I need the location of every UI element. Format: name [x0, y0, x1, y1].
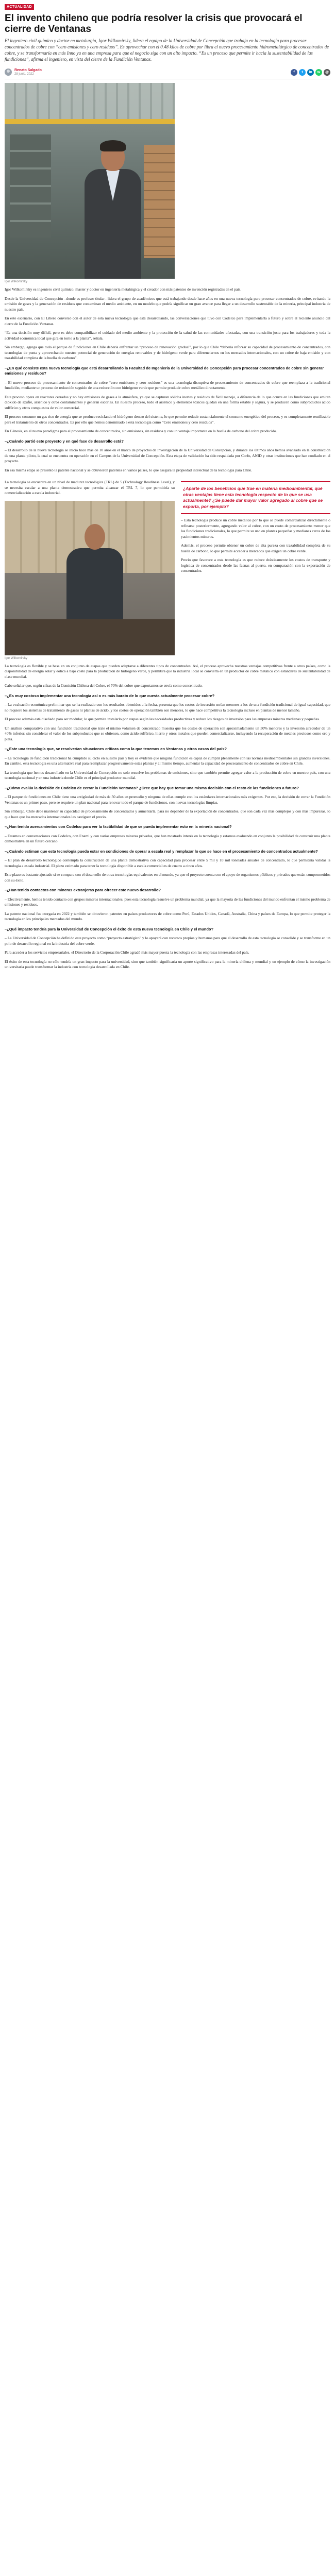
- interview-answer: Cabe señalar que, según cifras de la Comisión Chilena del Cobre, el 70% del cobre que exportamos se envía como concentrado.: [5, 683, 203, 688]
- photo-caption: Igor Wilkomirsky: [5, 280, 28, 283]
- interview-answer: – El plan de desarrollo tecnológico contempla la construcción de una planta demostrativa con capacidad para procesar entre 5 mil y 10 mil toneladas anuales de concentrado, lo que permitiría validar la tecnología a escala industrial. El plazo estimado para tener la tecnología disponible a escala comercial es de cuatro a cinco años.: [5, 858, 330, 868]
- paragraph: En este escenario, con El Libero conversó con el autor de esta nueva tecnología que está desarrollando, las conversaciones que tuvo con Codelco para implementarla a futuro y sobre el reciente anuncio del cierre de la Fundición Ventanas.: [5, 316, 330, 326]
- interview-answer: Este plazo es bastante ajustado si se compara con el desarrollo de otras tecnologías equivalentes en el mundo, ya que el proyecto cuenta con el apoyo de organismos públicos y privados que están comprometidos con su éxito.: [5, 872, 330, 883]
- interview-answer: La tecnología es flexible y se basa en un conjunto de etapas que pueden adaptarse a diferentes tipos de concentrados. Así, el proceso aprovecha nuestras ventajas competitivas frente a otros países, como la disponibilidad de energía solar y eólica a bajo costo para la producción de hidrógeno verde, y permitirá que la industria local se convierta en un productor de cobre metálico con estándares de sustentabilidad de clase mundial.: [5, 663, 330, 679]
- paragraph: Sin embargo, agrega que todo el parque de fundiciones en Chile debería enfrentar un “proceso de renovación gradual”, por lo que Chile “debería reforzar su capacidad de procesamiento de concentrados, con tecnologías de punta y aprovechando nuestro potencial de generación de energías renovables y de hidrógeno verde para diferenciarnos en los mercados internacionales, con un cobre de baja emisión y con trazabilidad completa de la huella de carbono”.: [5, 345, 330, 360]
- interview-question: –¿Es muy costoso implementar una tecnología así o es más barato de lo que cuesta actualmente procesar cobre?: [5, 693, 215, 698]
- paragraph: “Es una decisión muy difícil, pero es debe compatibilizar el cuidado del medio ambiente y la protección de la salud de las comunidades afectadas, con una transición justa para los trabajadores y toda la actividad económica local que gira en torno a la planta”, señala.: [5, 330, 330, 341]
- interview-question: –¿En qué consiste esta nueva tecnología que está desarrollando la Facultad de Ingeniería de la Universidad de Concepción para procesar concentrados de cobre sin generar emisiones y residuos?: [5, 365, 324, 376]
- paragraph: Desde la Universidad de Concepción –donde es profesor titular– lidera el grupo de académicos que está trabajando desde hace años en una nueva tecnología para procesar concentrados de cobre, evitando la emisión de gases y la generación de residuos que contaminan el medio ambiente, en un modelo que podría significar un gran avance para llegar a un desarrollo sustentable de la minería, principal industria de nuestro país.: [5, 296, 330, 312]
- interview-answer: El proceso consume un gas rico de energía que se produce reciclando el hidrógeno dentro del sistema, lo que permite reducir sustancialmente el consumo energético del proceso, y es completamente reutilizable para el tratamiento de otros concentrados. Es por ello que hemos denominado a esta tecnología como “Cero emisiones y cero residuos”.: [5, 414, 330, 425]
- interview-answer: Sin embargo, Chile debe mantener su capacidad de procesamiento de concentrados y aumentarla, para no depender de la exportación de concentrados, que son cada vez más complejos y con más impurezas, lo que hace que los mercados internacionales les castiguen el precio.: [5, 809, 330, 819]
- mail-icon[interactable]: @: [324, 69, 330, 76]
- interview-question: –¿Cuándo partió este proyecto y en qué fase de desarrollo está?: [5, 438, 124, 444]
- interview-answer: – La tecnología de fundición tradicional ha cumplido su ciclo en nuestro país y hoy es evidente que ninguna fundición es capaz de cumplir plenamente con las normas medioambientales sin grandes inversiones. En cambio, esta tecnología es una alternativa real para reemplazar progresivamente estas plantas y al mismo tiempo, aumentar la capacidad de procesamiento de concentrados de cobre en Chile.: [5, 755, 330, 766]
- interview-question: –¿Han tenido acercamientos con Codelco para ver la factibilidad de que se pueda implementar esto en la minería nacional?: [5, 824, 232, 829]
- interview-answer: – El desarrollo de la nueva tecnología se inició hace más de 10 años en el marco de proyectos de investigación de la Universidad de Concepción, y durante los últimos años hemos avanzado en la construcción de una planta piloto, la cual se encuentra en operación en el Campus de la Universidad de Concepción. Esta etapa de validación ha sido respaldada por Corfo, ANID y otras instituciones que han confiado en el proyecto.: [5, 448, 330, 463]
- photo-caption: Igor Wilkomirsky: [5, 656, 28, 660]
- interview-answer: La patente nacional fue otorgada en 2022 y también se obtuvieron patentes en países productores de cobre como Perú, Estados Unidos, Canadá, Australia, China y países de Europa, lo que permite proteger la tecnología en los principales mercados del mundo.: [5, 911, 330, 921]
- facebook-icon[interactable]: f: [291, 69, 297, 76]
- interview-answer: – Efectivamente, hemos tenido contacto con grupos mineros internacionales, pues esta tecnología resuelve un problema mundial, ya que la mayoría de las fundiciones del mundo enfrentan el mismo problema de emisiones y residuos.: [5, 896, 330, 907]
- interview-answer: – Estamos en conversaciones con Codelco, con Enami y con varias empresas mineras privadas, que han mostrado interés en la tecnología y estamos evaluando en conjunto la posibilidad de construir una planta demostrativa en un futuro cercano.: [5, 833, 330, 843]
- interview-answer: Un análisis comparativo con una fundición tradicional que trate el mismo volumen de concentrado muestra que los costos de operación son aproximadamente un 30% menores y la inversión alrededor de un 40% inferior, sin considerar el valor de los subproductos que se obtienen, como ácido sulfúrico, hierro y otros metales que pueden comercializarse, incluyendo la recuperación de metales preciosos como oro y plata.: [5, 725, 330, 741]
- interview-answer: Este proceso opera en reactores cerrados y no hay emisiones de gases a la atmósfera, ya que se capturan sólidos inertes y residuos de fácil manejo, a diferencia de lo que ocurre en las fundiciones que emiten dióxido de azufre, arsénico y otros contaminantes y generan escorias. En nuestro proceso, todo el arsénico y elementos tóxicos quedan en una forma estable y segura, y se producen como subproductos ácido sulfúrico y otros compuestos de valor comercial.: [5, 394, 330, 410]
- hero-photo: [5, 83, 175, 279]
- author-name[interactable]: Renato Salgado: [14, 69, 42, 72]
- author-block: [5, 69, 42, 76]
- interview-answer: Además, el proceso permite obtener un cobre de alta pureza con trazabilidad completa de su huella de carbono, lo que permite acceder a mercados que exigen un cobre verde.: [181, 543, 330, 553]
- interview-question: –¿Qué impacto tendría para la Universidad de Concepción el éxito de esta nueva tecnología en Chile y el mundo?: [5, 926, 214, 931]
- article: [0, 0, 335, 982]
- interview-question: –¿Cuándo estiman que esta tecnología pueda estar en condiciones de operar a escala real y remplazar lo que se hace en el procesamiento de concentrados actualmente?: [5, 849, 318, 854]
- interview-answer: – El parque de fundiciones en Chile tiene una antigüedad de más de 50 años en promedio y ninguna de ellas cumple con los estándares internacionales más exigentes. Por eso, la decisión de cerrar la Fundición Ventanas es un primer paso, pero se requiere un plan nacional para renovar todo el parque de fundiciones, con nuevas tecnologías limpias.: [5, 794, 330, 805]
- interview-answer: El proceso además está diseñado para ser modular, lo que permite instalarlo por etapas según las necesidades productivas y reduce los riesgos de inversión para las empresas mineras medianas y pequeñas.: [5, 717, 320, 721]
- interview-answer: El éxito de esta tecnología no sólo tendría un gran impacto para la universidad, sino que también significaría un aporte significativo para la minería chilena y mundial y un ejemplo de cómo la investigación universitaria puede transformar la industria con tecnología desarrollada en Chile.: [5, 959, 330, 969]
- interview-question: –¿Cómo evalúa la decisión de Codelco de cerrar la Fundición Ventanas? ¿Cree que hay que tomar una misma decisión con el resto de las fundiciones a futuro?: [5, 785, 299, 790]
- interview-answer: Para acceder a los servicios empresariales, el Directorio de la Corporación Chile agradó más mayor puesta la tecnología con las empresas interesadas del país.: [5, 950, 249, 955]
- whatsapp-icon[interactable]: w: [315, 69, 322, 76]
- article-lead: El ingeniero civil químico y doctor en metalurgia, Igor Wilkomirsky, lidera el equipo de la Universidad de Concepción que trabaja en la tecnología para procesar concentrados de cobre con “cero emisiones y cero residuos”. Es aprovechar con el 0.48 kilos de cobre por libra el nuevo procesamiento hidrometalúrgico de concentrados de cobre, y se transformaría en más Inno ya en una empresa para que el negocio siga con un alto impacto. “Es un proceso que permite ir hacia la sustentabilidad de las fundiciones”, afirma el ingeniero, en vista del cierre de la Fundición Ventanas.: [5, 38, 329, 62]
- interview-answer: En esa misma etapa se presentó la patente nacional y se obtuvieron patentes en varios países, lo que asegura la propiedad intelectual de la tecnología para Chile.: [5, 467, 253, 472]
- interview-question: –¿Han tenido contactos con mineras extranjeras para ofrecer este nuevo desarrollo?: [5, 888, 161, 892]
- publish-date: 28 junio, 2022: [14, 73, 34, 76]
- paragraph: Igor Wilkomirsky es ingeniero civil químico, master y doctor en ingeniería metalúrgica y el creador con más patentes de invención registradas en el país.: [5, 287, 242, 292]
- interview-question: –¿Este una tecnología que, se resolverían situaciones críticas como la que tenemos en Ventanas y otros casos del país?: [5, 747, 227, 751]
- category-badge[interactable]: ACTUALIDAD: [5, 4, 34, 10]
- interview-answer: Precio que favorece a esta tecnología es que reduce drásticamente los costos de transporte y logística de concentrados desde las faenas al puerto, en comparación con la exportación de concentrados.: [181, 557, 330, 573]
- split-section: [5, 476, 330, 660]
- twitter-icon[interactable]: t: [299, 69, 306, 76]
- pull-quote: ¿Aparte de los beneficios que trae en materia medioambiental, qué otras ventajas tiene esta tecnología respecto de lo que se usa actualmente? ¿Se puede dar mayor valor agregado al cobre que se exporta, por ejemplo?: [181, 481, 330, 514]
- interview-answer: – El nuevo proceso de procesamiento de concentrados de cobre “cero emisiones y cero residuos” es una tecnología disruptiva de procesamiento de concentrados de cobre que reemplaza a la tradicional fundición, mediante un proceso de reducción seguido de una reducción con hidrógeno verde que permite producir cobre metálico directamente.: [5, 380, 330, 390]
- article-meta: [5, 66, 330, 79]
- interview-answer: – La Universidad de Concepción ha definido este proyecto como “proyecto estratégico” y lo apoyará con recursos propios y humanos para que el desarrollo de esta tecnología se consolide y se transforme en un polo de desarrollo regional en la industria del cobre verde.: [5, 936, 330, 946]
- interview-answer: La tecnología se encuentra en un nivel de madurez tecnológica (TRL) de 5 (Technology Readiness Level), y se necesita escalar a una planta demostrativa que permita alcanzar el TRL 7, lo que permitiría su comercialización a escala industrial.: [5, 480, 175, 495]
- interview-answer: – La evaluación económica preliminar que se ha realizado con los resultados obtenidos a la fecha, presenta que los costos de inversión serían menores a los de una fundición tradicional de igual capacidad, que no requiere los sistemas de tratamiento de gases ni plantas de ácido, y los costos de operación también son menores, lo que hace competitiva la tecnología incluso en plantas de menor tamaño.: [5, 702, 330, 713]
- secondary-photo: [5, 501, 175, 655]
- author-avatar[interactable]: [5, 69, 12, 76]
- article-headline: El invento chileno que podría resolver la crisis que provocará el cierre de Ventanas: [5, 13, 303, 35]
- interview-answer: – Esta tecnología produce un cobre metálico por lo que se puede comercializar directamente o refinarse posteriormente, agregando valor al cobre, con un costo de procesamiento menor que las fundiciones tradicionales, lo que permite su uso en plantas pequeñas y medianas cerca de los yacimientos mineros.: [181, 518, 330, 539]
- share-buttons: [291, 69, 330, 76]
- interview-answer: La tecnología que hemos desarrollado en la Universidad de Concepción no solo resuelve los problemas de emisiones, sino que también permite agregar valor a la producción de cobre en nuestro país, con una tecnología nacional y en una industria donde Chile es el principal productor mundial.: [5, 770, 330, 780]
- interview-answer: En Génesis, en el nuevo paradigma para el procesamiento de concentrados, sin emisiones, sin residuos y con un ventaja importante en la huella de carbono del cobre producido.: [5, 429, 277, 433]
- linkedin-icon[interactable]: in: [307, 69, 314, 76]
